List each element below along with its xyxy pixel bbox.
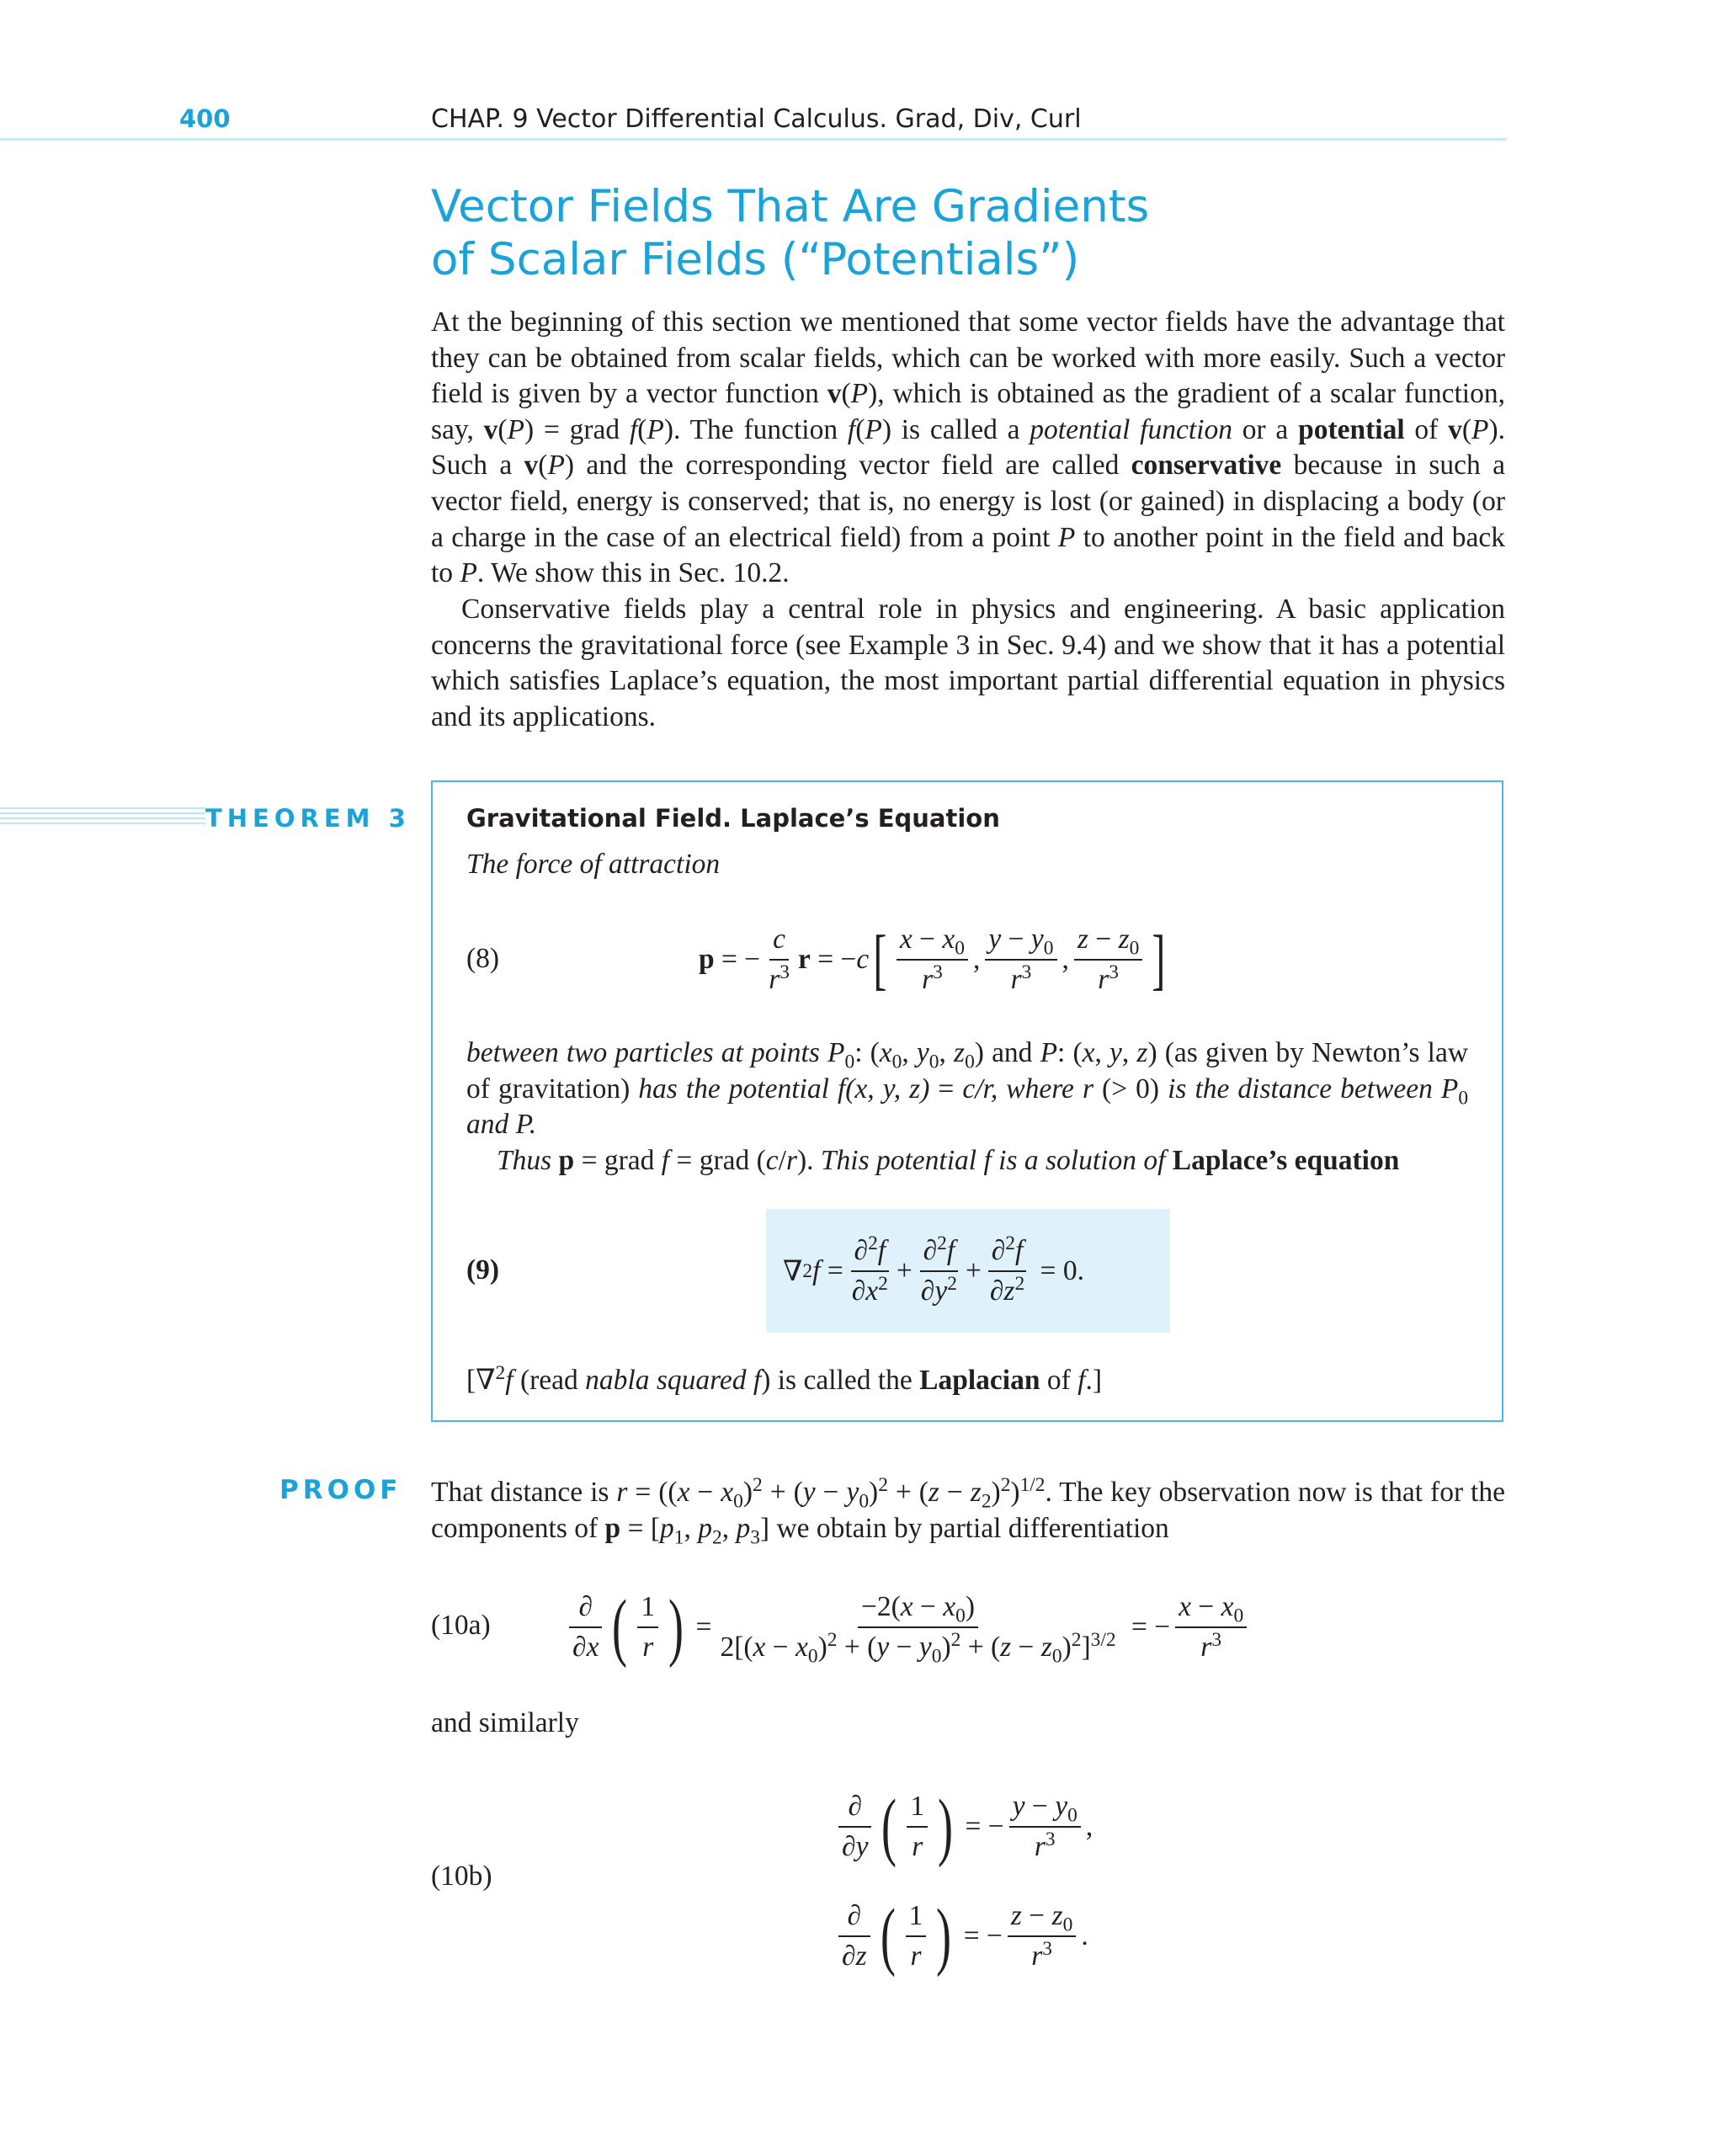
intro-paragraph-1: At the beginning of this section we mentioned that some vector fields have the advantage that they can be obtained from scalar fields, which can be worked with more easily. Such a vector field is given by a vector function v(P), which is obtained as the gradient of a scalar function, say, v(P) = grad f(P). The function f(P) is called a potential function or a potential of v(P). Such a v(P) and the corresponding vector field are called conservative because in such a vector field, energy is conserved; that is, no energy is lost (or gained) in displacing a body (or a charge in the case of an electrical field) from a point P to another point in the field and back to P. We show this in Sec. 10.2. <box>431 306 1506 589</box>
proof-label: PROOF <box>279 1475 402 1505</box>
eq10b-number: (10b) <box>431 1861 492 1892</box>
equation-10b-z: $\frac{\partial}{\partial z}$ ( $\frac{1}{r}$ ) = − $\frac{z - z_0}{r^3}$ . <box>833 1898 1088 1974</box>
proof-paragraph: That distance is $r = ((x - x_0)^2 + (y - y_0)^2 + (z - z_2)^2)^{1/2}$. The key observation now is that for the components of $p = [p_1$, $p_2$, $p_3$] we obtain by partial differentiation <box>431 1473 1505 1549</box>
eq10a-number: (10a) <box>431 1610 491 1641</box>
eq9-number: (9) <box>466 1254 500 1286</box>
equation-9: ∇ 2 f = $\frac{\partial^2f}{\partial x^2}$ + $\frac{\partial^2f}{\partial y^2}$ + $\frac{\partial^2f}{\partial z^2}$ = 0. <box>783 1232 1084 1307</box>
running-head: CHAP. 9 Vector Differential Calculus. Grad, Div, Curl <box>431 104 1082 134</box>
section-title <box>431 180 1508 286</box>
theorem-label: THEOREM 3 <box>205 804 411 833</box>
equation-8: p = − $\frac{c}{r^3}$ r = − c [ $\frac{x - x_0}{r^3}$ , $\frac{y - y_0}{r^3}$ , $\frac{z - z_0}{r^3}$ ] <box>699 923 1166 997</box>
and-similarly: and similarly <box>431 1707 579 1738</box>
intro-paragraph-2: Conservative fields play a central role in physics and engineering. A basic application concerns the gravitational force (see Example 3 in Sec. 9.4) and we show that it has a potential which satisfies Laplace’s equation, the most important partial differential equation in physics and its applications. <box>431 594 1505 732</box>
header-rule <box>0 138 1507 141</box>
eq8-number: (8) <box>466 943 500 974</box>
theorem-body-1: between two particles at points $P_0$: ($x_0$, $y_0$, $z_0$) and P: (x, y, z) (as given by Newton’s law of gravitation) has the potential f(x, y, z) = c/r, where r (> 0) is the distance between $P_0$ and P. <box>466 1037 1469 1141</box>
section-title-line2: of Scalar Fields (“Potentials”) <box>431 234 1080 285</box>
section-title-line1: Vector Fields That Are Gradients <box>431 181 1150 232</box>
theorem-lead: The force of attraction <box>466 849 721 880</box>
theorem-body-2: Thus p = grad f = grad (c/r). This potential f is a solution of Laplace’s equation <box>497 1145 1400 1176</box>
theorem-title: Gravitational Field. Laplace’s Equation <box>466 804 1000 833</box>
page-number: 400 <box>179 104 231 133</box>
equation-10b-y: $\frac{\partial}{\partial y}$ ( $\frac{1}{r}$ ) = − $\frac{y - y_0}{r^3}$ , <box>833 1789 1093 1865</box>
laplacian-note: [∇$^2$f (read nabla squared f) is called the Laplacian of f.] <box>466 1361 1102 1396</box>
equation-10a: $\frac{\partial}{\partial x}$ ( $\frac{1}{r}$ ) = $\frac{-2(x - x_0)}{2[(x - x_0)^2 + (y - y_0)^2 + (z - z_0)^2]^{3/2}}$ = − $\frac{x - x_0}{r^3}$ <box>564 1587 1252 1667</box>
